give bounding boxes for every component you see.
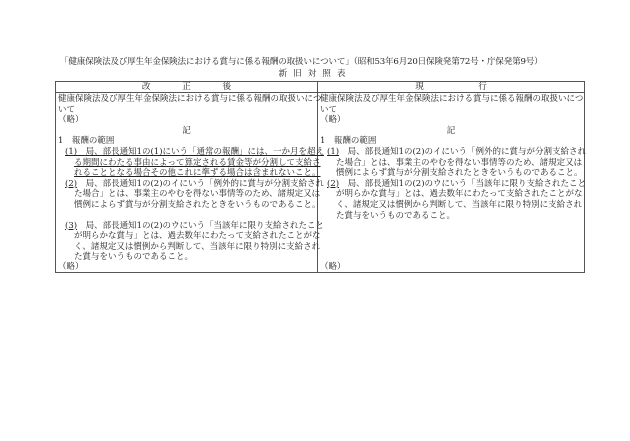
header-char: 現	[415, 82, 424, 92]
item-1-line: る期間にわたる事由によって算定される賃金等が分割して支給さ	[74, 157, 321, 168]
item-number: (1)	[327, 146, 340, 157]
item-2-line: た場合」とは、事業主のやむを得ない事情等のため、諸規定又は	[74, 189, 321, 200]
item-2-line	[320, 178, 587, 190]
intro-line: いて	[320, 104, 338, 115]
item-3-line: た賞与をいうものであること。	[74, 252, 194, 263]
header-char: 正	[182, 82, 191, 92]
item-1-line	[320, 146, 587, 158]
item-text: 局、部長通知1の(1)にいう「通常の報酬」には、一か月を超え	[85, 146, 325, 157]
comparison-table	[55, 81, 585, 273]
item-1-line: た場合」とは、事業主のやむを得ない事情等のため、諸規定又は	[336, 157, 583, 168]
document-title: 「健康保険法及び厚生年金保険法における賞与に係る報酬の取扱いについて」（昭和53年6月20日保険発第72号・庁保発第9号）	[60, 57, 543, 67]
item-number: (3)	[65, 220, 78, 231]
item-2-line: く、諸規定又は慣例から判断して、当該年に限り特別に支給され	[336, 199, 583, 210]
item-3-line	[58, 220, 325, 232]
omitted-note-bottom: （略）	[320, 262, 346, 272]
revised-column	[58, 94, 325, 263]
current-column	[320, 94, 587, 221]
header-char: 改	[141, 82, 151, 92]
table-caption: 新旧対照表	[278, 69, 352, 79]
section-heading: 1 報酬の範囲	[320, 136, 377, 147]
item-text: 局、部長通知1の(2)のウにいう「当該年に限り支給されたこと	[347, 178, 587, 189]
omitted-note: （略）	[58, 115, 84, 126]
item-number: (1)	[65, 146, 78, 157]
item-2-line: が明らかな賞与」とは、過去数年にわたって支給されたことがな	[336, 189, 583, 200]
intro-line: いて	[58, 104, 76, 115]
intro-line: 健康保険法及び厚生年金保険法における賞与に係る報酬の取扱いにつ	[320, 94, 584, 104]
item-2-line: た賞与をいうものであること。	[336, 210, 456, 221]
item-text: 局、部長通知1の(2)のイにいう「例外的に賞与が分割支給され	[347, 146, 587, 157]
item-3-line: が明らかな賞与」とは、過去数年にわたって支給されたことがな	[74, 231, 321, 242]
item-1-line: 慣例によらず賞与が分割支給されたときをいうものであること。	[336, 168, 583, 179]
omitted-note-bottom: （略）	[58, 262, 84, 272]
ki-heading: 記	[182, 125, 191, 136]
header-char: 行	[478, 82, 487, 92]
item-number: (2)	[327, 178, 340, 189]
ki-heading: 記	[446, 125, 456, 136]
item-1-line	[58, 146, 325, 158]
item-3-line: く、諸規定又は慣例から判断して、当該年に限り特別に支給され	[74, 241, 321, 252]
header-revised	[56, 82, 317, 93]
omitted-note: （略）	[320, 115, 346, 126]
header-current	[318, 82, 584, 93]
item-number: (2)	[65, 178, 78, 189]
intro-line: 健康保険法及び厚生年金保険法における賞与に係る報酬の取扱いにつ	[58, 94, 322, 104]
item-2-line: 慣例によらず賞与が分割支給されたときをいうものであること。	[74, 199, 321, 210]
item-1-line: れることとなる場合その他これに準ずる場合は含まれないこと。	[74, 168, 321, 179]
item-2-line	[58, 178, 325, 190]
section-heading: 1 報酬の範囲	[58, 136, 115, 147]
header-char: 後	[222, 82, 232, 92]
item-text: 局、部長通知1の(2)のウにいう「当該年に限り支給されたこと	[85, 220, 325, 231]
item-text: 局、部長通知1の(2)のイにいう「例外的に賞与が分割支給され	[85, 178, 325, 189]
